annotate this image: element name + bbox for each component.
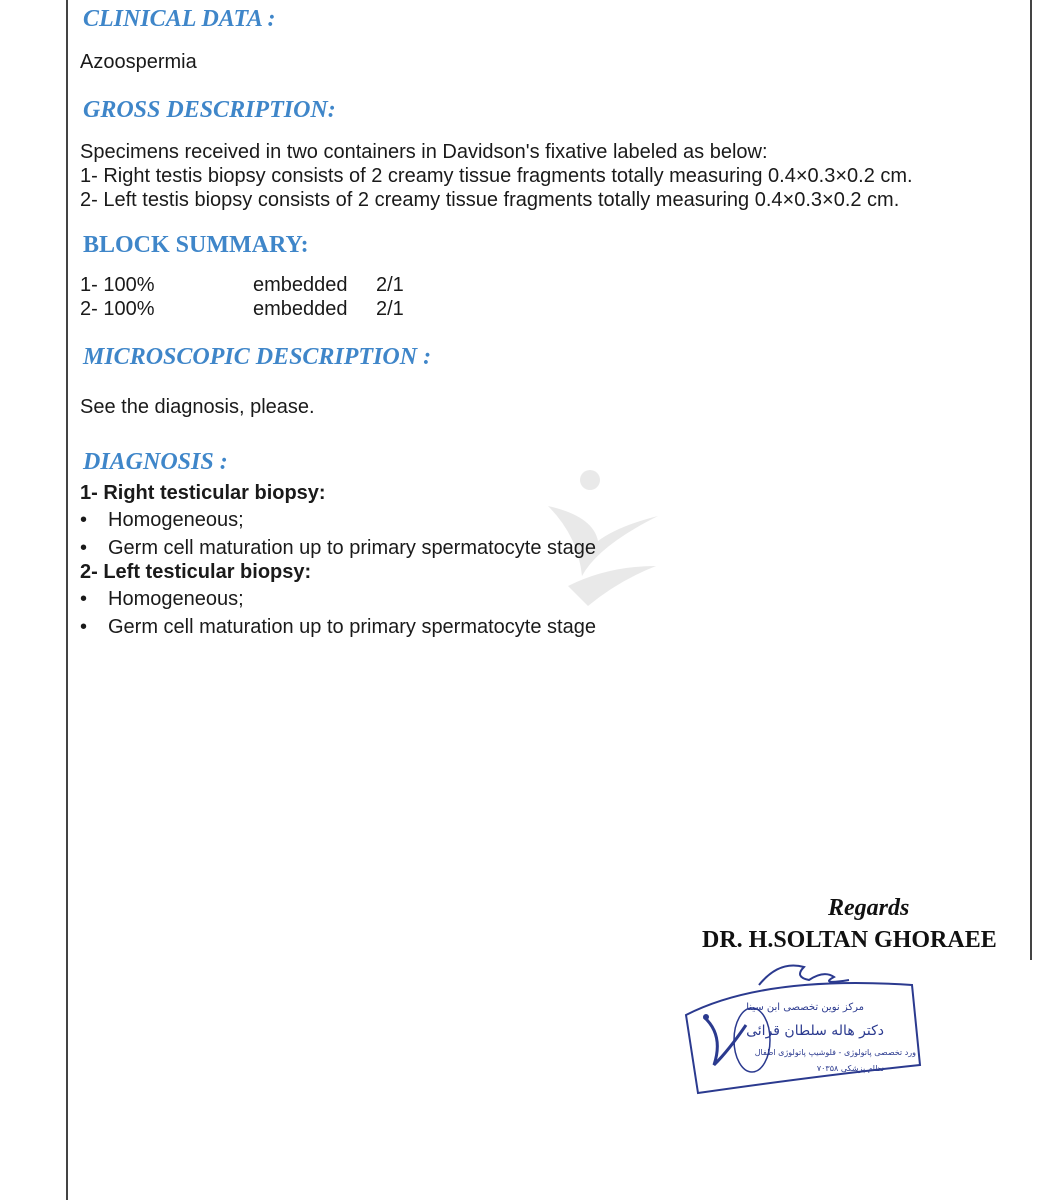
gross-description-line: Specimens received in two containers in Davidson's fixative labeled as below: (80, 141, 768, 163)
block-status: embedded (253, 274, 348, 296)
signature-stamp (684, 955, 924, 1105)
diagnosis-bullet-text: Germ cell maturation up to primary spermatocyte stage (108, 616, 596, 638)
diagnosis-heading: DIAGNOSIS : (83, 449, 228, 475)
bullet-icon: • (80, 537, 88, 559)
block-count: 2/1 (376, 274, 404, 296)
microscopic-description-text: See the diagnosis, please. (80, 396, 315, 418)
gross-description-heading: GROSS DESCRIPTION: (83, 97, 336, 123)
diagnosis-bullet (80, 535, 596, 561)
gross-description-line: 1- Right testis biopsy consists of 2 creamy tissue fragments totally measuring 0.4×0.3×0.2 cm. (80, 165, 913, 187)
stamp-line: ورد تخصصی پاتولوژی - فلوشیپ پاتولوژی اطفال (754, 1048, 916, 1057)
block-id: 1- 100% (80, 274, 155, 296)
diagnosis-bullet (80, 586, 244, 612)
bullet-icon: • (80, 588, 88, 610)
diagnosis-bullet-text: Homogeneous; (108, 509, 244, 531)
diagnosis-bullet-text: Homogeneous; (108, 588, 244, 610)
stamp-line: مرکز نوین تخصصی ابن سینا (746, 1002, 864, 1013)
diagnosis-bullet (80, 614, 596, 640)
block-status: embedded (253, 298, 348, 320)
diagnosis-bullet (80, 507, 244, 533)
page-left-border (66, 0, 68, 1200)
diagnosis-item-title: 2- Left testicular biopsy: (80, 561, 312, 583)
block-summary-heading: BLOCK SUMMARY: (83, 232, 309, 258)
block-count: 2/1 (376, 298, 404, 320)
clinical-data-text: Azoospermia (80, 51, 197, 73)
bullet-icon: • (80, 616, 88, 638)
doctor-name: DR. H.SOLTAN GHORAEE (702, 927, 997, 953)
bullet-icon: • (80, 509, 88, 531)
page-right-border (1030, 0, 1032, 960)
diagnosis-item-title: 1- Right testicular biopsy: (80, 482, 326, 504)
diagnosis-bullet-text: Germ cell maturation up to primary spermatocyte stage (108, 537, 596, 559)
stamp-line: دکتر هاله سلطان قرائی (746, 1023, 884, 1039)
stamp-line: نظام پزشکی ۷۰۳۵۸ (816, 1064, 884, 1073)
gross-description-line: 2- Left testis biopsy consists of 2 creamy tissue fragments totally measuring 0.4×0.3×0.2 cm. (80, 189, 900, 211)
block-id: 2- 100% (80, 298, 155, 320)
clinical-data-heading: CLINICAL DATA : (83, 6, 276, 32)
regards-text: Regards (828, 895, 910, 921)
microscopic-description-heading: MICROSCOPIC DESCRIPTION : (83, 344, 432, 370)
